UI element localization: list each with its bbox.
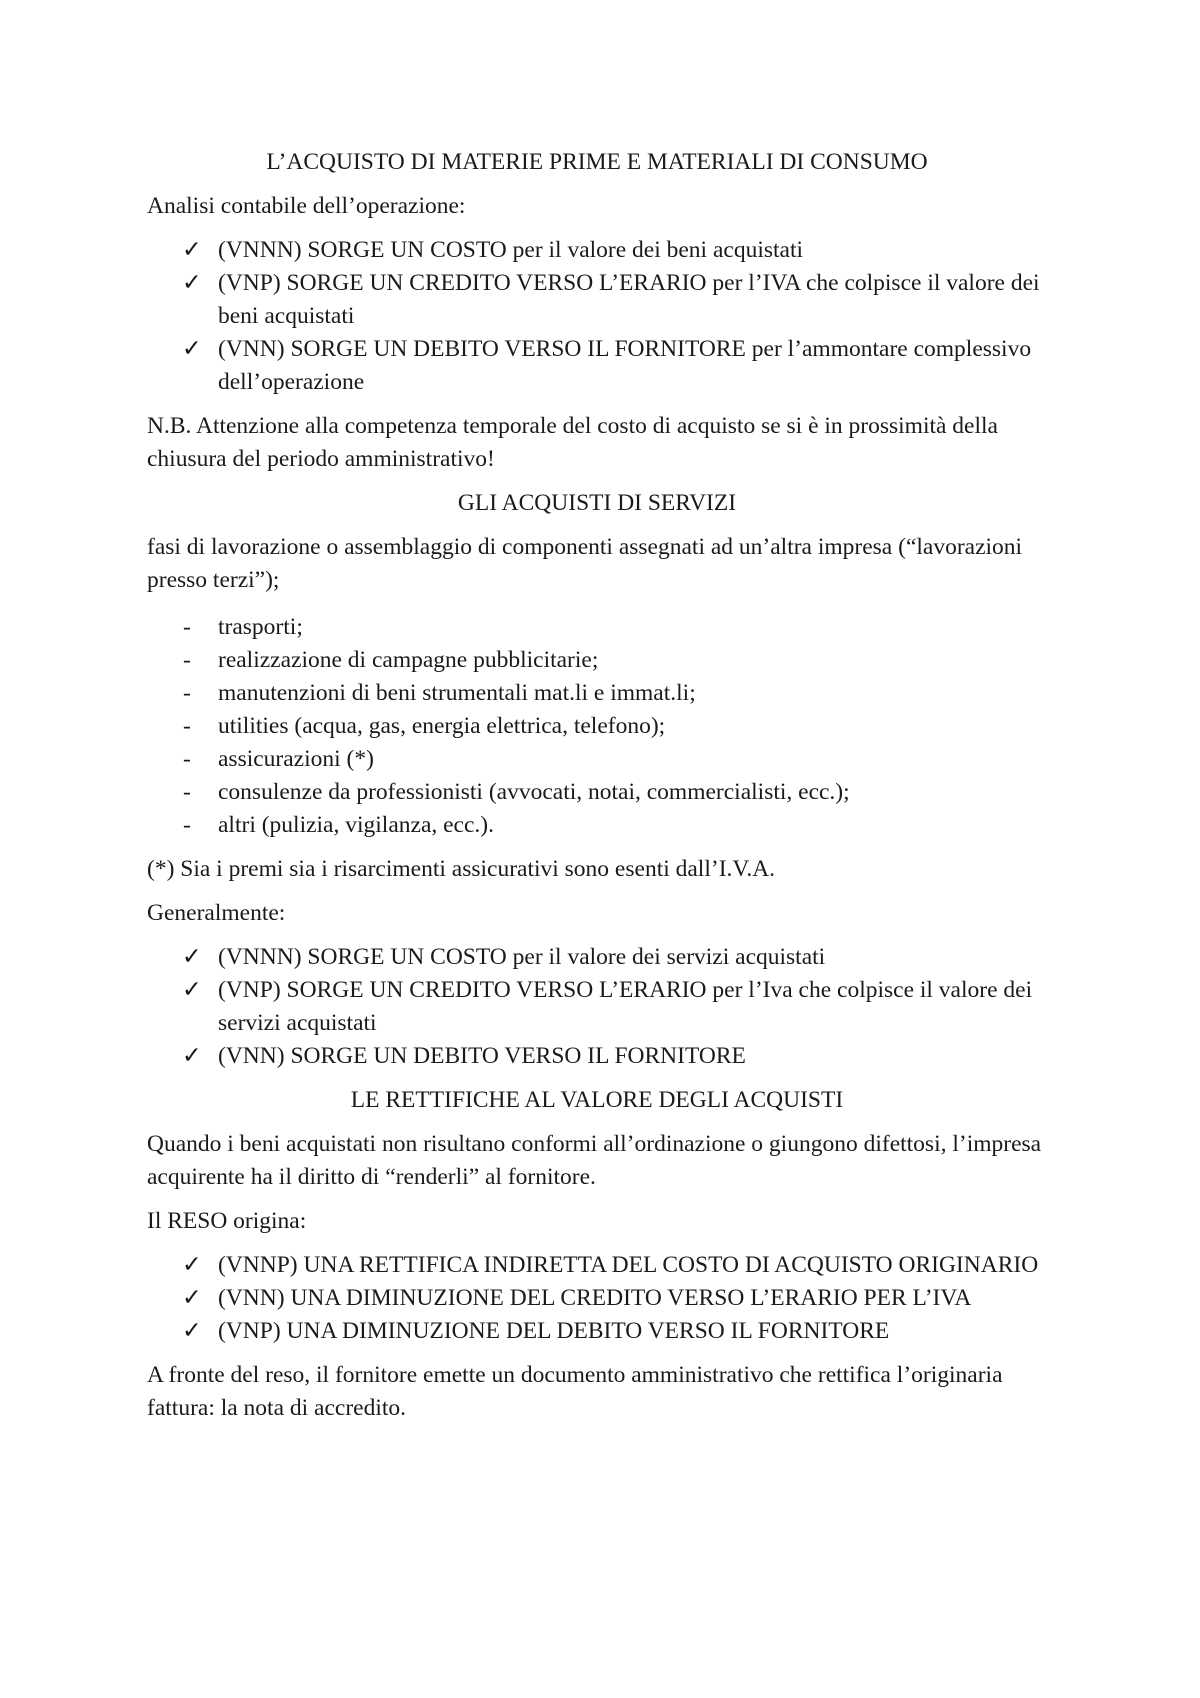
list-item-text: manutenzioni di beni strumentali mat.li e immat.li; xyxy=(218,680,696,706)
closing-paragraph: A fronte del reso, il fornitore emette un documento amministrativo che rettifica l’originaria fattura: la nota di accredito. xyxy=(147,1362,1003,1421)
check-icon: ✓ xyxy=(182,1043,202,1069)
check-item xyxy=(147,941,1047,974)
check-item xyxy=(147,1282,1047,1315)
list-item xyxy=(147,743,1047,776)
footnote-insurance: (*) Sia i premi sia i risarcimenti assicurativi sono esenti dall’I.V.A. xyxy=(147,856,776,882)
check-item-text: (VNNN) SORGE UN COSTO per il valore dei beni acquistati xyxy=(218,237,804,263)
check-icon: ✓ xyxy=(182,1285,202,1311)
list-item xyxy=(147,776,1047,809)
check-item xyxy=(147,333,1047,399)
list-item xyxy=(147,611,1047,644)
intro-accounting-analysis: Analisi contabile dell’operazione: xyxy=(147,193,466,219)
check-icon: ✓ xyxy=(182,1318,202,1344)
dash-bullet: - xyxy=(183,713,191,739)
check-item-text: (VNP) SORGE UN CREDITO VERSO L’ERARIO per l’Iva che colpisce il valore dei servizi acquistati xyxy=(218,977,1033,1036)
intro-returns: Quando i beni acquistati non risultano conformi all’ordinazione o giungono difettosi, l’impresa acquirente ha il diritto di “renderli” al fornitore. xyxy=(147,1131,1042,1190)
list-item-text: trasporti; xyxy=(218,614,303,640)
list-item xyxy=(147,809,1047,842)
check-item xyxy=(147,267,1047,333)
check-icon: ✓ xyxy=(182,977,202,1003)
dash-bullet: - xyxy=(183,812,191,838)
section-title-services: GLI ACQUISTI DI SERVIZI xyxy=(457,490,737,516)
list-item-text: assicurazioni (*) xyxy=(218,746,374,772)
list-item xyxy=(147,677,1047,710)
check-item xyxy=(147,974,1047,1040)
list-item-text: realizzazione di campagne pubblicitarie; xyxy=(218,647,599,673)
check-icon: ✓ xyxy=(182,336,202,362)
list-item-text: utilities (acqua, gas, energia elettrica, telefono); xyxy=(218,713,666,739)
list-item-text: altri (pulizia, vigilanza, ecc.). xyxy=(218,812,494,838)
intro-reso: Il RESO origina: xyxy=(147,1208,307,1234)
check-icon: ✓ xyxy=(182,237,202,263)
check-icon: ✓ xyxy=(182,1252,202,1278)
intro-services: fasi di lavorazione o assemblaggio di componenti assegnati ad un’altra impresa (“lavorazioni presso terzi”); xyxy=(147,534,1023,593)
dash-bullet: - xyxy=(183,647,191,673)
check-item-text: (VNNN) SORGE UN COSTO per il valore dei servizi acquistati xyxy=(218,944,826,970)
check-icon: ✓ xyxy=(182,270,202,296)
intro-generally: Generalmente: xyxy=(147,900,286,926)
section-title-materials: L’ACQUISTO DI MATERIE PRIME E MATERIALI DI CONSUMO xyxy=(266,149,928,175)
check-item-text: (VNP) UNA DIMINUZIONE DEL DEBITO VERSO IL FORNITORE xyxy=(218,1318,890,1344)
dash-bullet: - xyxy=(183,680,191,706)
dash-list-services xyxy=(147,611,1047,842)
check-list-services xyxy=(147,941,1047,1073)
check-item xyxy=(147,1040,1047,1073)
check-item xyxy=(147,1315,1047,1348)
check-list-materials xyxy=(147,234,1047,399)
list-item-text: consulenze da professionisti (avvocati, notai, commercialisti, ecc.); xyxy=(218,779,850,805)
list-item xyxy=(147,644,1047,677)
dash-bullet: - xyxy=(183,746,191,772)
check-item-text: (VNN) SORGE UN DEBITO VERSO IL FORNITORE xyxy=(218,1043,746,1069)
check-item-text: (VNN) SORGE UN DEBITO VERSO IL FORNITORE per l’ammontare complessivo dell’operazione xyxy=(218,336,1032,395)
check-item-text: (VNN) UNA DIMINUZIONE DEL CREDITO VERSO L’ERARIO PER L’IVA xyxy=(218,1285,972,1311)
dash-bullet: - xyxy=(183,614,191,640)
check-item xyxy=(147,1249,1047,1282)
check-item-text: (VNP) SORGE UN CREDITO VERSO L’ERARIO per l’IVA che colpisce il valore dei beni acquistati xyxy=(218,270,1040,329)
check-item xyxy=(147,234,1047,267)
section-title-adjustments: LE RETTIFICHE AL VALORE DEGLI ACQUISTI xyxy=(350,1087,844,1113)
check-icon: ✓ xyxy=(182,944,202,970)
list-item xyxy=(147,710,1047,743)
dash-bullet: - xyxy=(183,779,191,805)
check-list-returns xyxy=(147,1249,1047,1348)
note-paragraph: N.B. Attenzione alla competenza temporale del costo di acquisto se si è in prossimità della chiusura del periodo amministrativo! xyxy=(147,413,998,472)
check-item-text: (VNNP) UNA RETTIFICA INDIRETTA DEL COSTO DI ACQUISTO ORIGINARIO xyxy=(218,1252,1039,1278)
document-page xyxy=(147,146,1047,1425)
